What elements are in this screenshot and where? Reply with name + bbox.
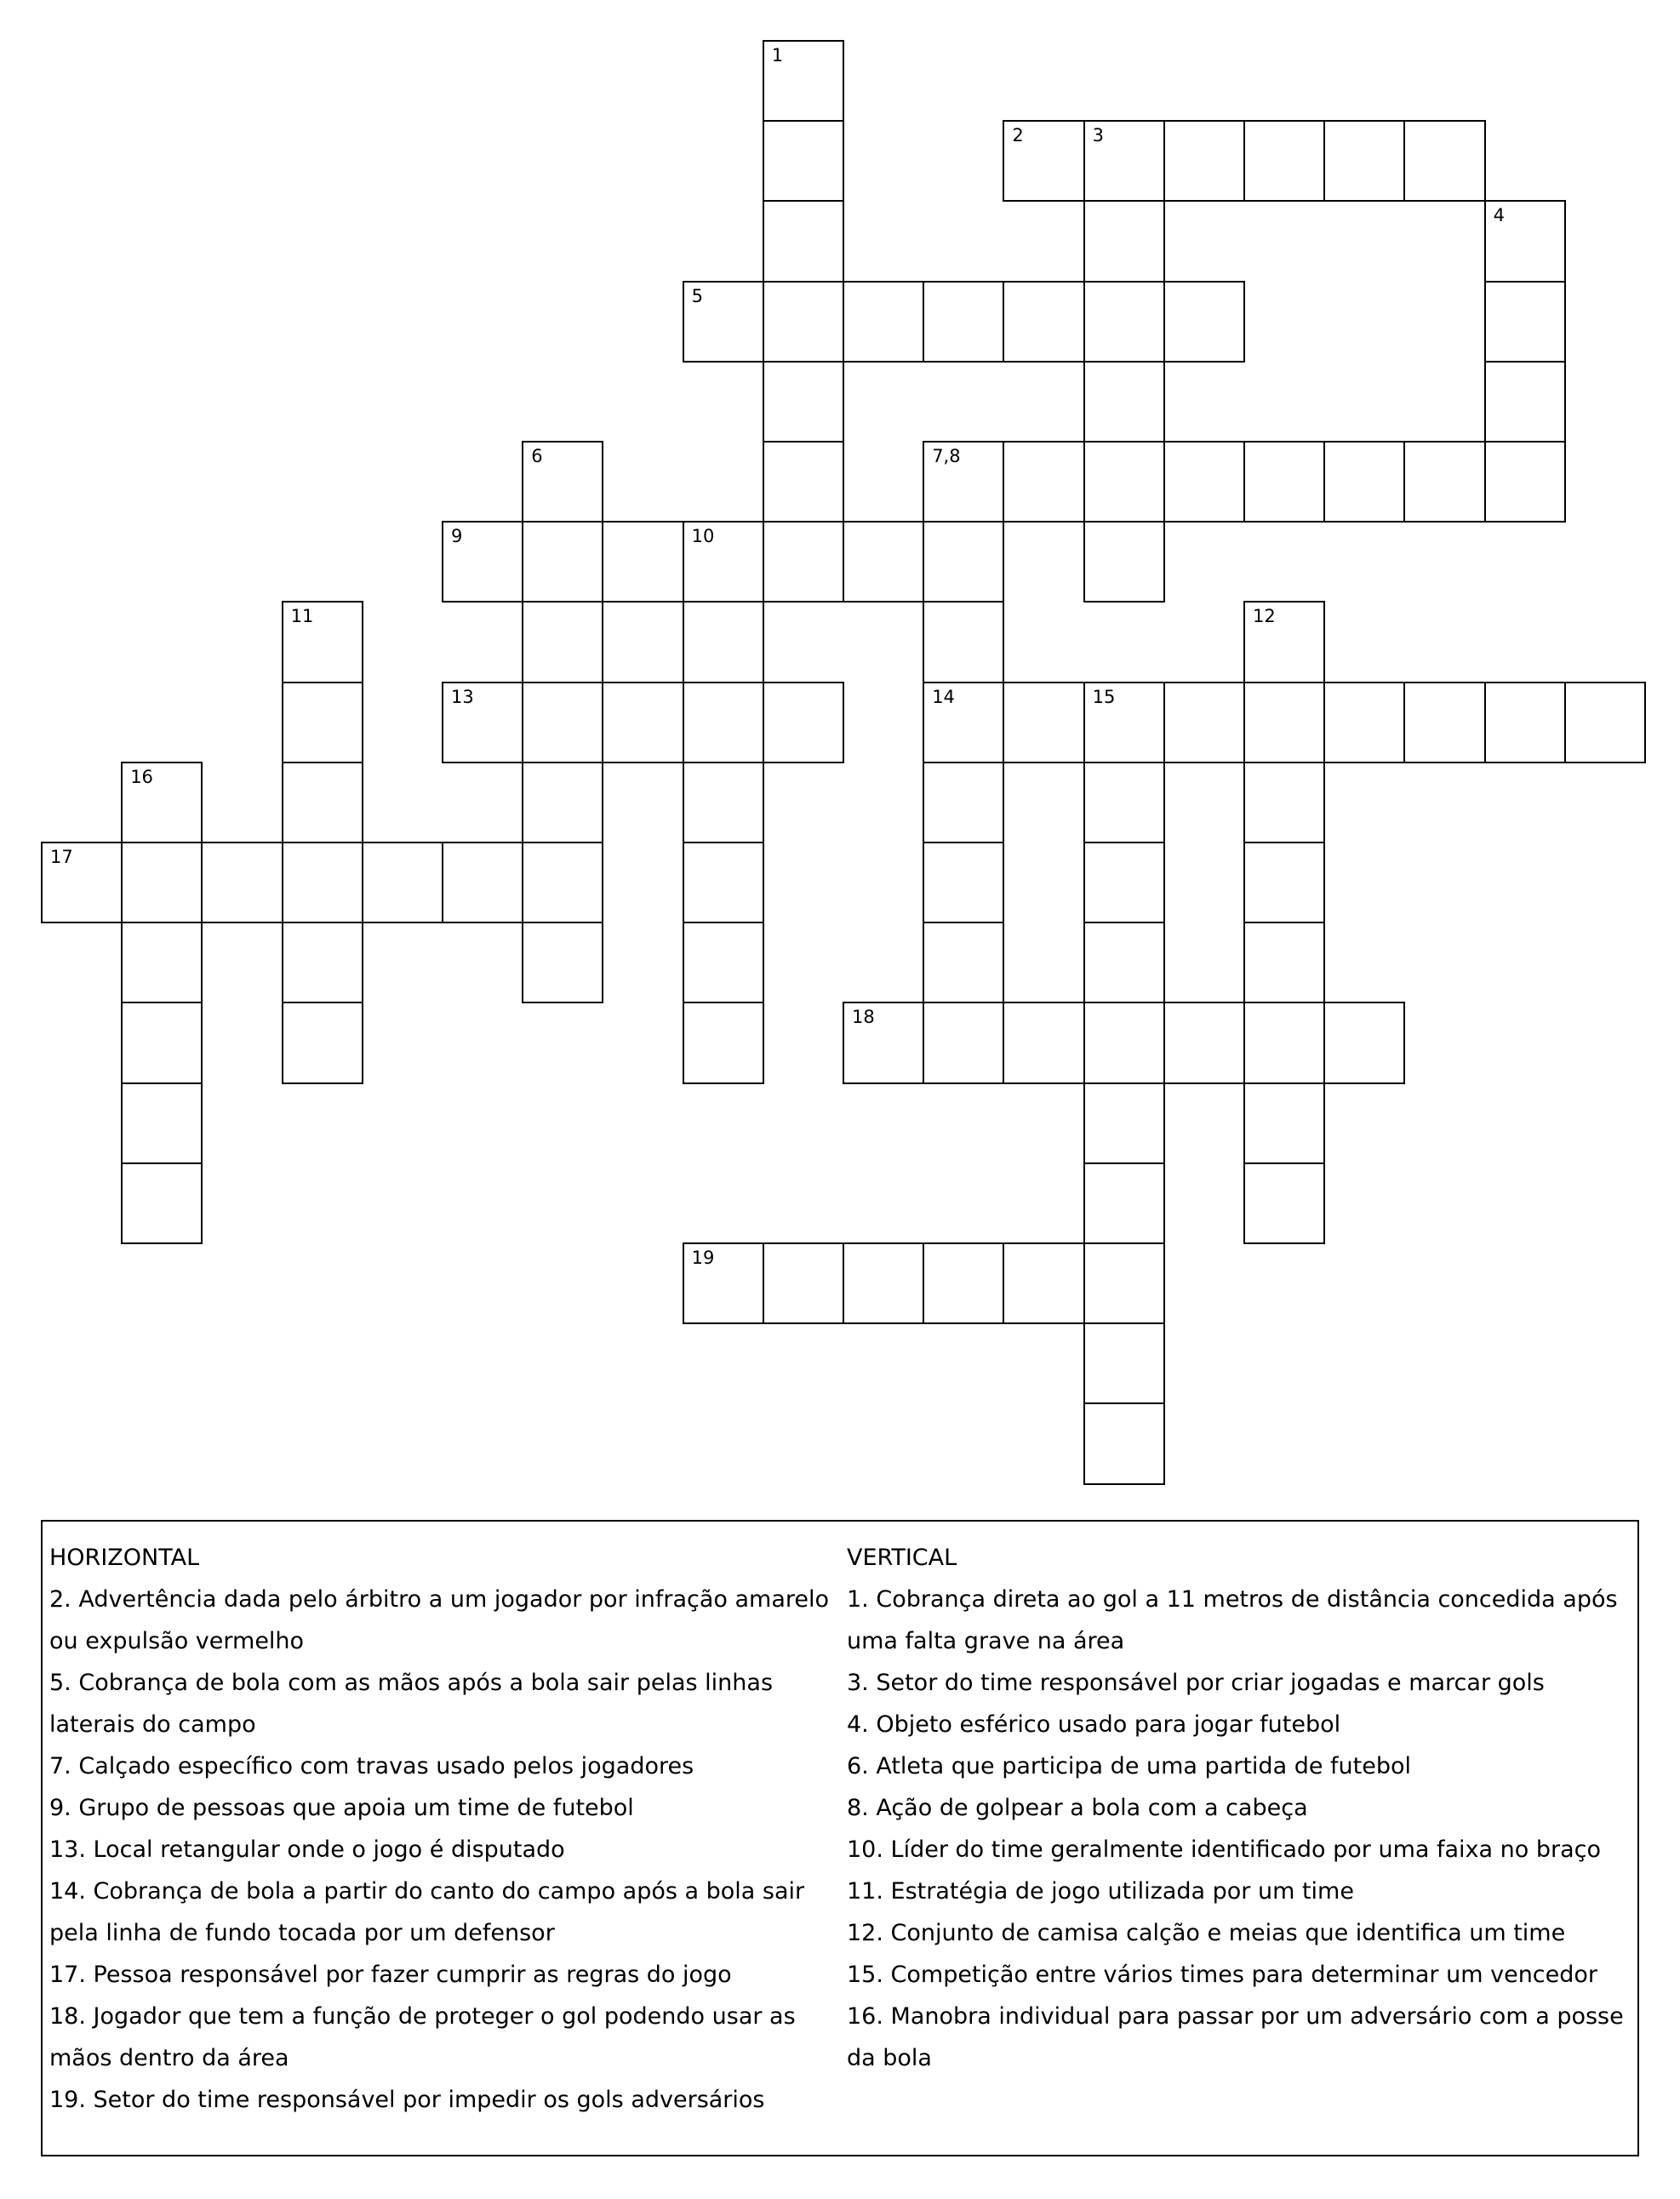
- crossword-cell[interactable]: [1403, 120, 1485, 202]
- crossword-cell[interactable]: [282, 842, 363, 923]
- crossword-cell[interactable]: [683, 521, 764, 603]
- cell-number: 12: [1253, 606, 1276, 627]
- crossword-cell[interactable]: [121, 1082, 203, 1164]
- crossword-cell[interactable]: [843, 281, 924, 363]
- crossword-cell[interactable]: [1083, 1322, 1165, 1404]
- clue-across: 7. Calçado específico com travas usado pelos jogadores: [49, 1753, 694, 1779]
- crossword-cell[interactable]: [923, 682, 1004, 763]
- crossword-cell[interactable]: [1484, 361, 1566, 443]
- crossword-cell[interactable]: [923, 441, 1004, 523]
- clue-down: 8. Ação de golpear a bola com a cabeça: [847, 1795, 1308, 1821]
- crossword-cell[interactable]: [923, 281, 1004, 363]
- crossword-cell[interactable]: [522, 521, 603, 603]
- crossword-cell[interactable]: [683, 682, 764, 763]
- clue-across: 13. Local retangular onde o jogo é disputado: [49, 1836, 565, 1863]
- crossword-cell[interactable]: [763, 1242, 844, 1324]
- crossword-cell[interactable]: [282, 1002, 363, 1083]
- clue-across: 2. Advertência dada pelo árbitro a um jogador por infração amarelo ou expulsão vermelho: [49, 1586, 830, 1654]
- clues-across-header: HORIZONTAL: [49, 1545, 200, 1571]
- crossword-cell[interactable]: [442, 682, 523, 763]
- crossword-cell[interactable]: [1243, 441, 1325, 523]
- crossword-cell[interactable]: [522, 682, 603, 763]
- crossword-cell[interactable]: [1003, 281, 1084, 363]
- crossword-cell[interactable]: [683, 1242, 764, 1324]
- crossword-cell[interactable]: [763, 281, 844, 363]
- cell-number: 7,8: [932, 446, 961, 466]
- crossword-cell[interactable]: [1163, 1002, 1245, 1083]
- crossword-cell[interactable]: [763, 521, 844, 603]
- cell-number: 3: [1092, 125, 1104, 146]
- crossword-cell[interactable]: [1243, 842, 1325, 923]
- crossword-cell[interactable]: [683, 601, 764, 683]
- cell-number: 15: [1092, 686, 1116, 707]
- crossword-cell[interactable]: [1484, 441, 1566, 523]
- crossword-cell[interactable]: [442, 521, 523, 603]
- clue-down: 3. Setor do time responsável por criar jogadas e marcar gols: [847, 1670, 1545, 1696]
- crossword-cell[interactable]: [683, 1002, 764, 1083]
- crossword-cell[interactable]: [282, 922, 363, 1003]
- cell-number: 4: [1493, 205, 1505, 226]
- crossword-cell[interactable]: [1564, 682, 1646, 763]
- crossword-cell[interactable]: [763, 441, 844, 523]
- cell-number: 18: [852, 1007, 875, 1028]
- crossword-cell[interactable]: [763, 361, 844, 443]
- clue-across: 9. Grupo de pessoas que apoia um time de futebol: [49, 1795, 634, 1821]
- clue-down: 16. Manobra individual para passar por um adversário com a posse da bola: [847, 2003, 1624, 2071]
- crossword-cell[interactable]: [442, 842, 523, 923]
- crossword-cell[interactable]: [1003, 1242, 1084, 1324]
- crossword-cell[interactable]: [923, 762, 1004, 843]
- cell-number: 2: [1012, 125, 1024, 146]
- crossword-cell[interactable]: [1243, 601, 1325, 683]
- cell-number: 10: [691, 526, 715, 547]
- crossword-cell[interactable]: [1243, 1162, 1325, 1244]
- crossword-cell[interactable]: [923, 1242, 1004, 1324]
- crossword-cell[interactable]: [121, 1162, 203, 1244]
- clues-down-list: [847, 1579, 1630, 2079]
- clues-box: [41, 1520, 1639, 2156]
- crossword-cell[interactable]: [282, 682, 363, 763]
- crossword-cell[interactable]: [1243, 1002, 1325, 1083]
- crossword-cell[interactable]: [201, 842, 283, 923]
- clues-down-column: [847, 1537, 1630, 2079]
- crossword-cell[interactable]: [1323, 682, 1405, 763]
- crossword-cell[interactable]: [683, 842, 764, 923]
- crossword-cell[interactable]: [1484, 682, 1566, 763]
- crossword-cell[interactable]: [362, 842, 443, 923]
- crossword-cell[interactable]: [1484, 200, 1566, 282]
- clue-across: 14. Cobrança de bola a partir do canto do campo após a bola sair pela linha de fundo tocada por um defensor: [49, 1878, 805, 1946]
- cell-number: 19: [691, 1248, 715, 1268]
- crossword-cell[interactable]: [41, 842, 123, 923]
- cell-number: 17: [50, 847, 73, 867]
- crossword-cell[interactable]: [1083, 361, 1165, 443]
- clue-across: 17. Pessoa responsável por fazer cumprir as regras do jogo: [49, 1962, 732, 1988]
- cell-number: 11: [290, 606, 314, 627]
- crossword-cell[interactable]: [923, 521, 1004, 603]
- cell-number: 13: [451, 686, 474, 707]
- clue-down: 11. Estratégia de jogo utilizada por um time: [847, 1878, 1354, 1905]
- crossword-cell[interactable]: [1403, 682, 1485, 763]
- crossword-cell[interactable]: [763, 682, 844, 763]
- crossword-cell[interactable]: [121, 922, 203, 1003]
- crossword-cell[interactable]: [1484, 281, 1566, 363]
- crossword-cell[interactable]: [1003, 1002, 1084, 1083]
- crossword-cell[interactable]: [843, 1242, 924, 1324]
- clue-across: 18. Jogador que tem a função de proteger o gol podendo usar as mãos dentro da área: [49, 2003, 796, 2071]
- crossword-cell[interactable]: [522, 922, 603, 1003]
- crossword-cell[interactable]: [763, 200, 844, 282]
- cell-number: 6: [531, 446, 543, 466]
- crossword-cell[interactable]: [1083, 521, 1165, 603]
- crossword-cell[interactable]: [1003, 441, 1084, 523]
- crossword-cell[interactable]: [1083, 1082, 1165, 1164]
- crossword-cell[interactable]: [602, 521, 683, 603]
- crossword-cell[interactable]: [1083, 842, 1165, 923]
- crossword-cell[interactable]: [121, 762, 203, 843]
- clue-down: 4. Objeto esférico usado para jogar futebol: [847, 1711, 1341, 1738]
- crossword-cell[interactable]: [602, 682, 683, 763]
- crossword-cell[interactable]: [1083, 682, 1165, 763]
- crossword-cell[interactable]: [1323, 1002, 1405, 1083]
- crossword-cell[interactable]: [1003, 120, 1084, 202]
- crossword-cell[interactable]: [923, 1002, 1004, 1083]
- crossword-cell[interactable]: [1083, 1162, 1165, 1244]
- crossword-cell[interactable]: [763, 40, 844, 122]
- crossword-cell[interactable]: [282, 601, 363, 683]
- crossword-cell[interactable]: [923, 601, 1004, 683]
- crossword-cell[interactable]: [1243, 922, 1325, 1003]
- crossword-cell[interactable]: [1243, 762, 1325, 843]
- crossword-cell[interactable]: [1163, 441, 1245, 523]
- crossword-cell[interactable]: [1323, 441, 1405, 523]
- clue-down: 1. Cobrança direta ao gol a 11 metros de distância concedida após uma falta grave na área: [847, 1586, 1618, 1654]
- crossword-cell[interactable]: [763, 120, 844, 202]
- crossword-cell[interactable]: [1083, 441, 1165, 523]
- crossword-cell[interactable]: [923, 842, 1004, 923]
- crossword-cell[interactable]: [1403, 441, 1485, 523]
- clues-across-list: [49, 1579, 832, 2121]
- clues-across-column: [49, 1537, 832, 2121]
- crossword-cell[interactable]: [282, 762, 363, 843]
- clue-down: 6. Atleta que participa de uma partida de futebol: [847, 1753, 1412, 1779]
- clue-across: 19. Setor do time responsável por impedir os gols adversários: [49, 2087, 765, 2113]
- crossword-cell[interactable]: [522, 762, 603, 843]
- crossword-cell[interactable]: [843, 1002, 924, 1083]
- crossword-cell[interactable]: [683, 922, 764, 1003]
- crossword-cell[interactable]: [923, 922, 1004, 1003]
- crossword-cell[interactable]: [1083, 200, 1165, 282]
- cell-number: 9: [451, 526, 463, 547]
- crossword-cell[interactable]: [1163, 120, 1245, 202]
- crossword-cell[interactable]: [1083, 120, 1165, 202]
- crossword-cell[interactable]: [121, 842, 203, 923]
- crossword-cell[interactable]: [1243, 682, 1325, 763]
- crossword-cell[interactable]: [1003, 682, 1084, 763]
- crossword-cell[interactable]: [522, 441, 603, 523]
- crossword-cell[interactable]: [1083, 922, 1165, 1003]
- crossword-cell[interactable]: [1083, 1402, 1165, 1484]
- crossword-cell[interactable]: [683, 762, 764, 843]
- crossword-cell[interactable]: [522, 601, 603, 683]
- clues-down-header: VERTICAL: [847, 1545, 957, 1571]
- cell-number: 5: [691, 285, 703, 306]
- crossword-cell[interactable]: [522, 842, 603, 923]
- crossword-cell[interactable]: [1323, 120, 1405, 202]
- crossword-cell[interactable]: [1243, 120, 1325, 202]
- crossword-cell[interactable]: [1163, 281, 1245, 363]
- crossword-cell[interactable]: [1083, 281, 1165, 363]
- cell-number: 16: [130, 766, 153, 787]
- clue-down: 12. Conjunto de camisa calção e meias que identifica um time: [847, 1920, 1566, 1946]
- crossword-cell[interactable]: [121, 1002, 203, 1083]
- clue-down: 15. Competição entre vários times para determinar um vencedor: [847, 1962, 1598, 1988]
- cell-number: 1: [771, 45, 784, 66]
- crossword-cell[interactable]: [1083, 762, 1165, 843]
- clue-across: 5. Cobrança de bola com as mãos após a bola sair pelas linhas laterais do campo: [49, 1670, 774, 1738]
- crossword-cell[interactable]: [1243, 1082, 1325, 1164]
- crossword-cell[interactable]: [843, 521, 924, 603]
- cell-number: 14: [932, 686, 955, 707]
- clue-down: 10. Líder do time geralmente identificado por uma faixa no braço: [847, 1836, 1602, 1863]
- crossword-cell[interactable]: [683, 281, 764, 363]
- crossword-cell[interactable]: [1163, 682, 1245, 763]
- crossword-cell[interactable]: [1083, 1242, 1165, 1324]
- crossword-cell[interactable]: [1083, 1002, 1165, 1083]
